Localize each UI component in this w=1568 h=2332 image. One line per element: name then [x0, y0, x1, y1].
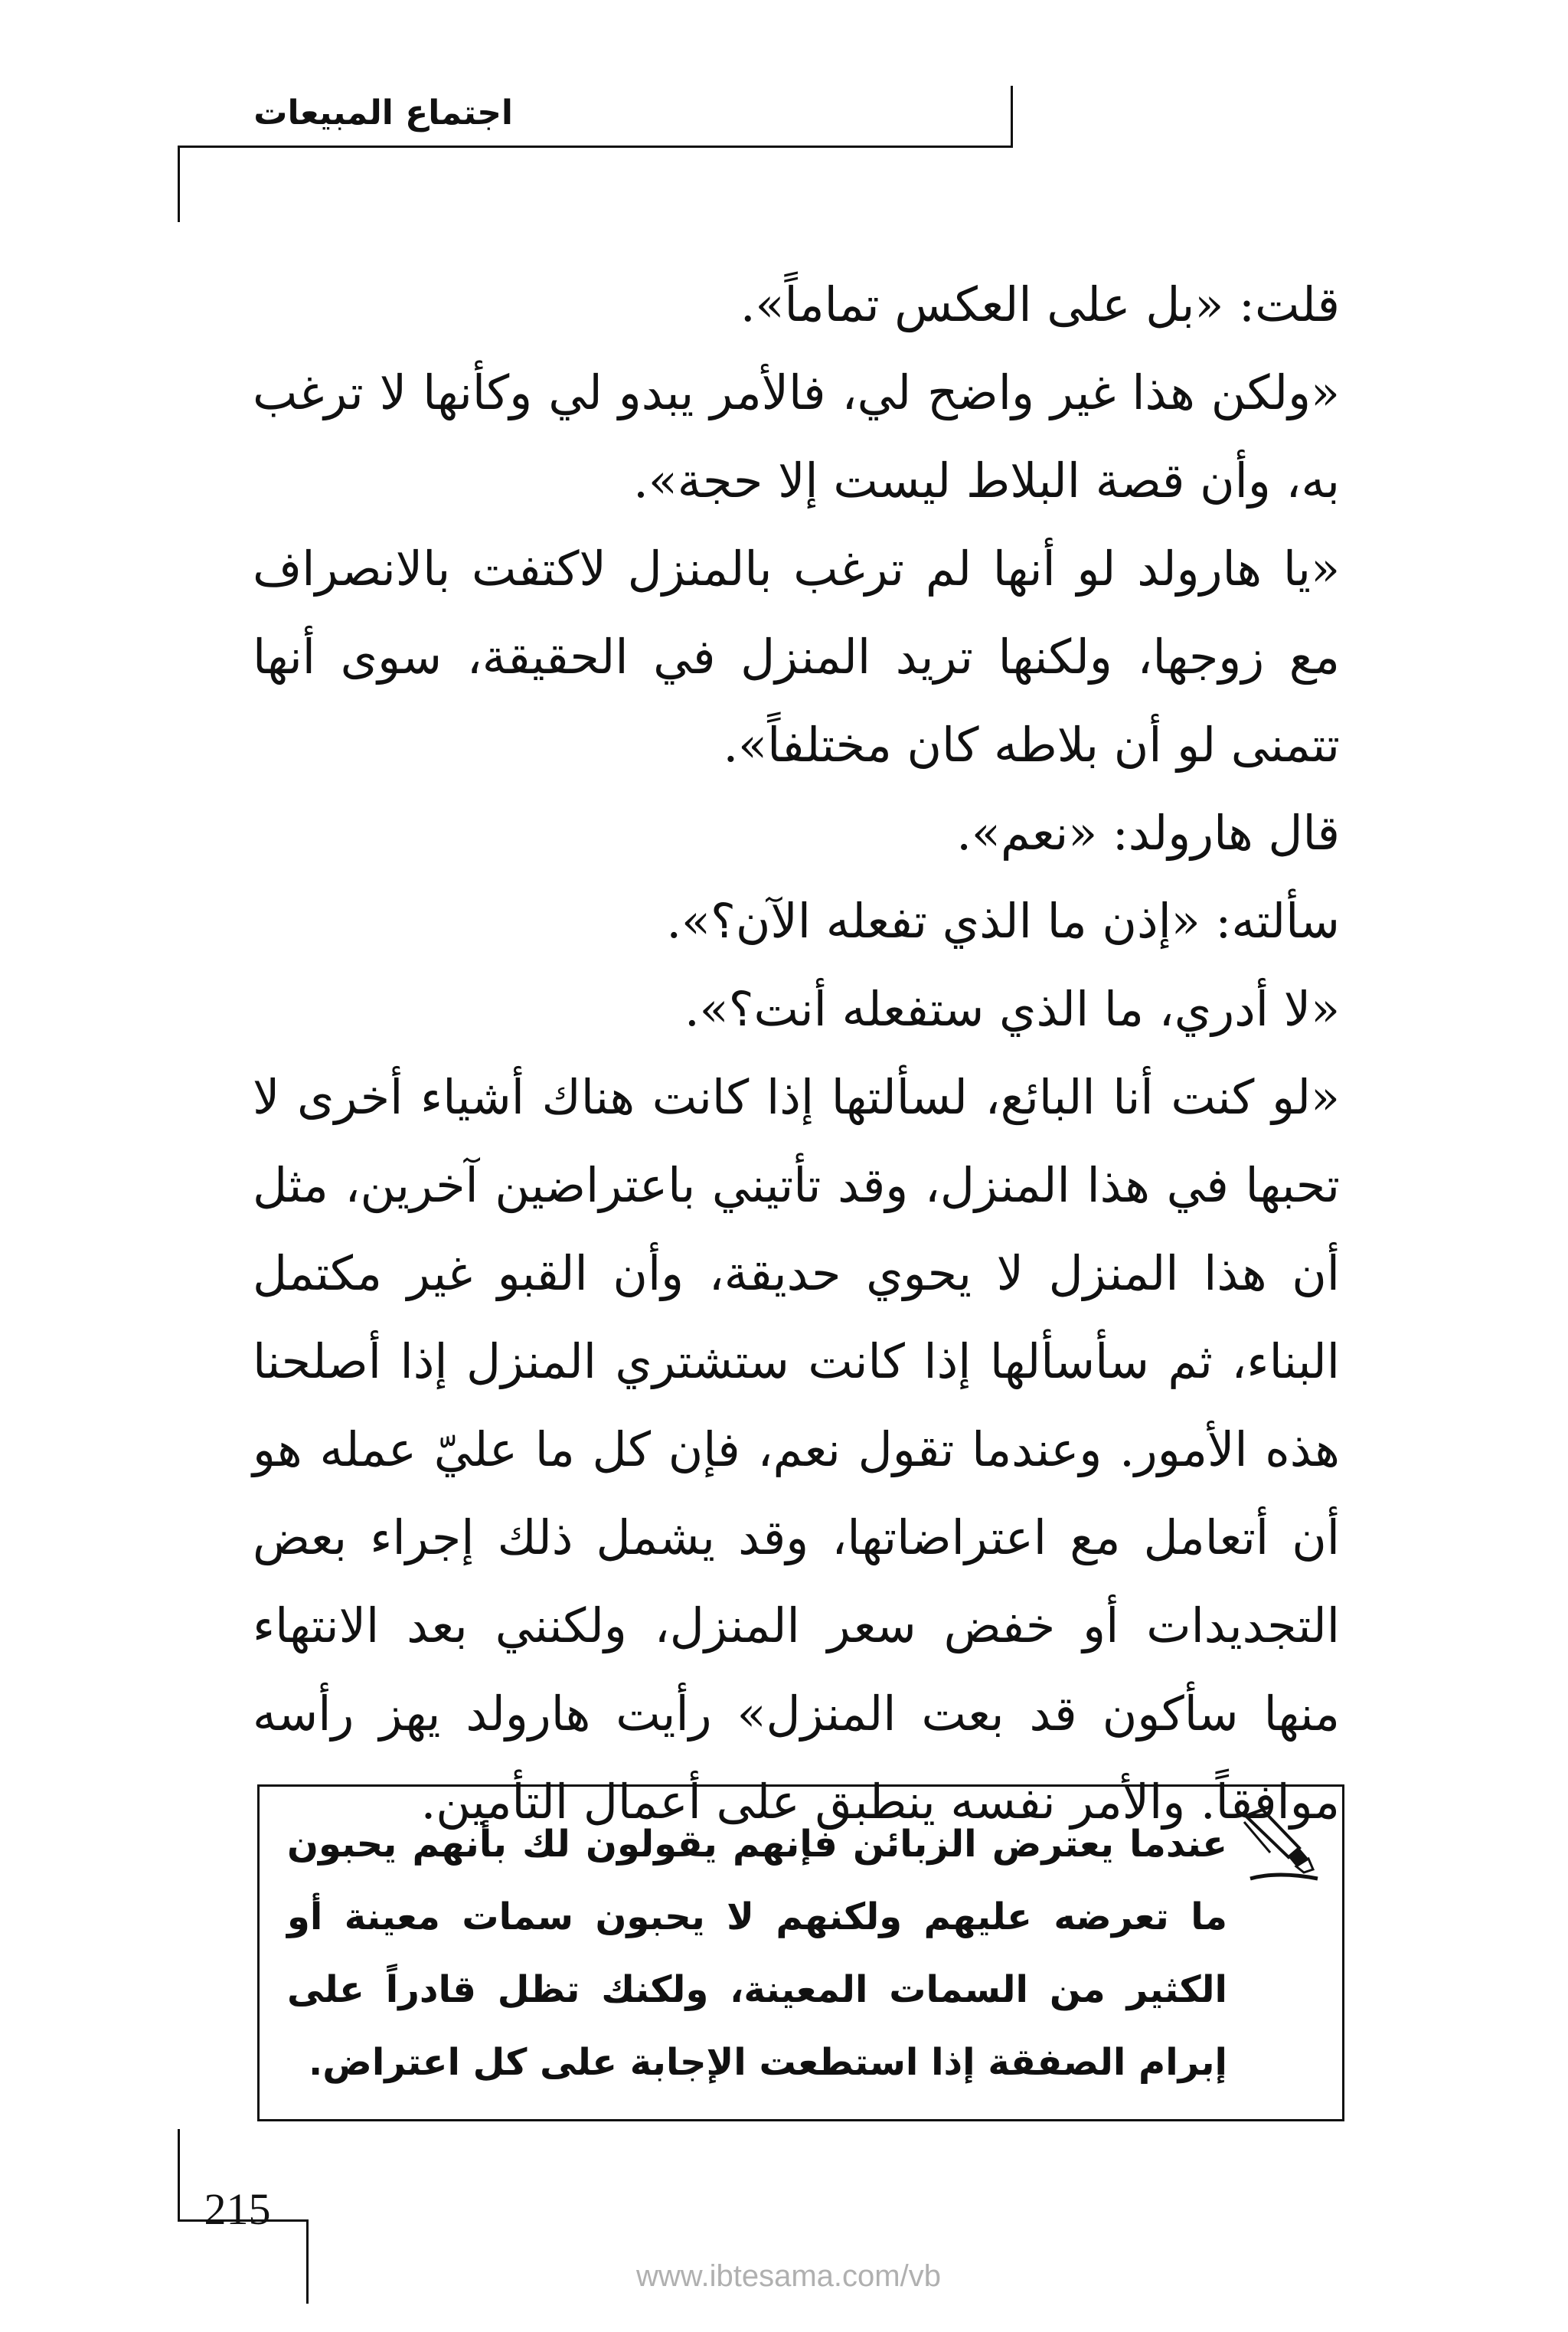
tip-box: [257, 1784, 1344, 2121]
page-number: 215: [204, 2184, 271, 2234]
header-rule-left-vertical: [178, 146, 180, 222]
header-rule-top-vertical: [1011, 86, 1013, 147]
pen-icon: [1240, 1805, 1324, 1889]
header-rule-horizontal: [178, 146, 1013, 148]
paragraph: «لا أدري، ما الذي ستفعله أنت؟».: [684, 981, 1340, 1037]
running-header-title: اجتماع المبيعات: [253, 93, 513, 132]
footer-rule-left-vertical: [178, 2129, 180, 2221]
paragraph: «لو كنت أنا البائع، لسألتها إذا كانت هناك أشياء أخرى لا تحبها في هذا المنزل، وقد تأتيني باعتراضين آخرين، مثل أن هذا المنزل لا يحوي حديقة، وأن القبو غير مكتمل البناء، ثم سأسألها إذا كانت ستشتري المنزل إذا أصلحنا هذه الأمور. وعندما تقول نعم، فإن كل ما عليّ عمله هو أن أتعامل مع اعتراضاتها، وقد يشمل ذلك إجراء بعض التجديدات أو خفض سعر المنزل، ولكنني بعد الانتهاء منها سأكون قد بعت المنزل» رأيت هارولد يهز رأسه موافقاً. والأمر نفسه ينطبق على أعمال التأمين.: [253, 1069, 1340, 1830]
footer-rule-right-vertical: [306, 2219, 309, 2304]
body-text: [253, 260, 1340, 1846]
paragraph: قال هارولد: «نعم».: [956, 805, 1340, 861]
paragraph: سألته: «إذن ما الذي تفعله الآن؟».: [666, 893, 1340, 949]
tip-text: عندما يعترض الزبائن فإنهم يقولون لك بأنهم يحبون ما تعرضه عليهم ولكنهم لا يحبون سمات معينة أو الكثير من السمات المعينة، ولكنك تظل قادراً على إبرام الصفقة إذا استطعت الإجابة على كل اعتراض.: [287, 1823, 1227, 2084]
paragraph: «ولكن هذا غير واضح لي، فالأمر يبدو لي وكأنها لا ترغب به، وأن قصة البلاط ليست إلا حجة».: [253, 365, 1340, 509]
paragraph: قلت: «بل على العكس تماماً».: [740, 276, 1340, 332]
watermark-url[interactable]: www.ibtesama.com/vb: [636, 2259, 941, 2293]
paragraph: «يا هارولد لو أنها لم ترغب بالمنزل لاكتفت بالانصراف مع زوجها، ولكنها تريد المنزل في الحقيقة، سوى أنها تتمنى لو أن بلاطه كان مختلفاً».: [253, 541, 1340, 773]
